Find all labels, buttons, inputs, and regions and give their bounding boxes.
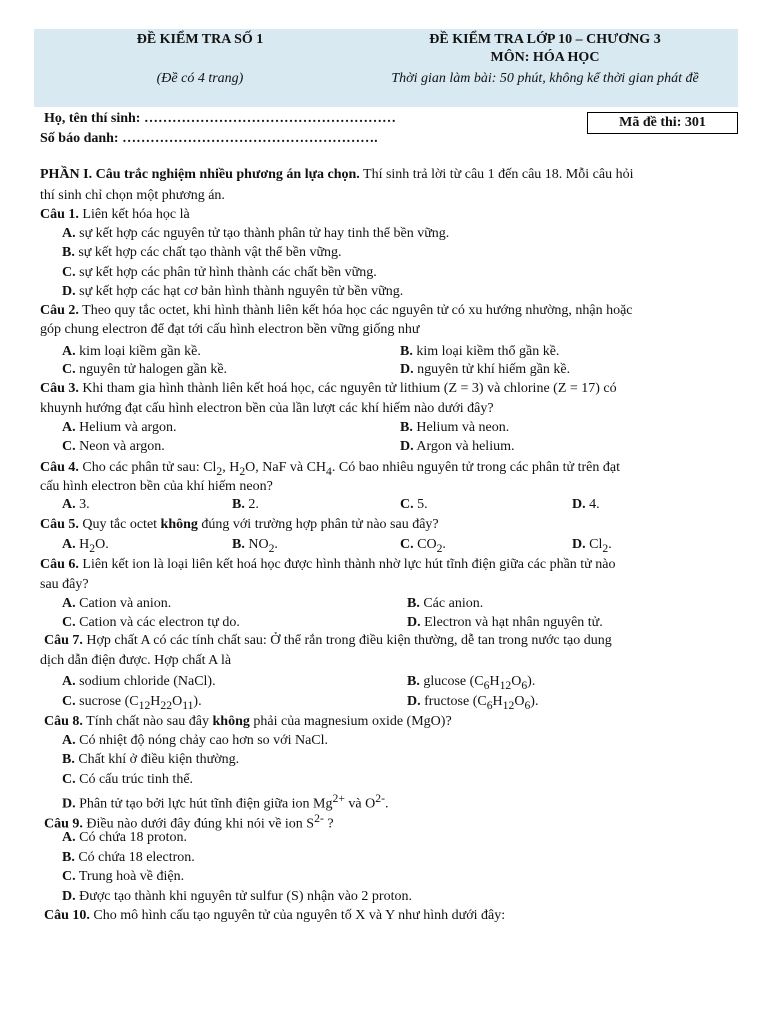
option-text: Có cấu trúc tinh thể. [75,772,194,787]
option-text: kim loại kiềm gần kề. [75,344,201,359]
option-a[interactable] [62,536,109,558]
option-c[interactable] [62,438,165,456]
option-letter: D. [400,439,414,454]
option-c[interactable] [400,536,446,558]
option-letter: B. [62,850,75,865]
option-d[interactable] [572,536,612,558]
option-a[interactable] [62,343,201,361]
option-letter: A. [62,226,76,241]
option-d[interactable] [400,361,570,379]
question-text: Theo quy tắc octet, khi hình thành liên kết hóa học các nguyên tử có xu hướng nhường, nhận hoặc [78,303,633,318]
option-text: Chất khí ở điều kiện thường. [74,752,240,767]
subscript: 2 [602,541,609,555]
question-2 [40,302,633,320]
option-text: ). [530,694,539,709]
subscript: 2 [268,541,275,555]
option-text: NO [244,537,269,552]
option-letter: D. [62,284,76,299]
option-text: sodium chloride (NaCl). [75,674,216,689]
option-text: Có nhiệt độ nóng chảy cao hơn so với NaCl. [75,733,329,748]
option-letter: C. [62,265,76,280]
option-b[interactable] [62,244,342,262]
subscript: 11 [182,698,194,712]
question-6-cont: sau đây? [40,577,89,592]
option-b[interactable] [232,496,259,514]
option-text: Các anion. [419,596,484,611]
question-text: phải của magnesium oxide (MgO)? [249,714,452,729]
option-text: . [608,537,612,552]
option-text: Helium và argon. [75,420,177,435]
option-letter: C. [62,772,76,787]
question-text: đúng với trường hợp phân tử nào sau đây? [197,517,439,532]
option-letter: C. [400,497,414,512]
exam-number-title: ĐỀ KIỂM TRA SỐ 1 [136,32,264,47]
option-a[interactable] [62,595,171,613]
option-text: 4. [585,497,600,512]
subscript: 6 [521,678,528,692]
option-letter: B. [232,537,245,552]
emphasis: không [212,714,250,729]
option-text: ). [193,694,202,709]
superscript: 2- [314,812,324,825]
option-letter: A. [62,830,76,845]
question-text: ? [323,816,334,832]
superscript: 2- [375,792,385,805]
option-a[interactable] [62,829,187,847]
option-letter: C. [62,439,76,454]
option-letter: B. [400,344,413,359]
question-text: Điều nào dưới đây đúng khi nói về ion S [82,816,315,832]
question-label: Câu 5. [40,517,79,532]
question-text: Khi tham gia hình thành liên kết hoá học, các nguyên tử lithium (Z = 3) và chlorine (Z = 17) có [78,381,617,396]
exam-class-title: ĐỀ KIỂM TRA LỚP 10 – CHƯƠNG 3 [429,32,661,47]
option-d[interactable] [62,888,412,906]
option-text: H [492,694,503,709]
subscript: 2 [216,464,223,478]
option-text: Được tạo thành khi nguyên tử sulfur (S) nhận vào 2 proton. [75,889,412,904]
option-text: . [442,537,446,552]
option-text: Cation và các electron tự do. [75,615,240,630]
question-5 [40,516,439,534]
option-letter: A. [62,420,76,435]
question-label: Câu 9. [44,816,83,832]
option-c[interactable] [62,361,227,379]
question-text: , H [222,460,240,475]
option-d[interactable] [572,496,600,514]
option-text: H [150,694,161,709]
option-letter: D. [572,497,586,512]
option-text: nguyên tử halogen gần kề. [75,362,228,377]
question-text: . Có bao nhiêu nguyên tử trong các phân tử trên đạt [331,460,620,475]
option-b[interactable] [62,849,195,867]
option-b[interactable] [232,536,278,558]
option-text: sự kết hợp các hạt cơ bản hình thành nguyên tử bền vững. [75,284,404,299]
option-letter: D. [407,694,421,709]
option-text: Cation và anion. [75,596,172,611]
option-letter: D. [400,362,414,377]
option-letter: A. [62,674,76,689]
option-text: 2. [244,497,259,512]
option-a[interactable] [62,732,328,750]
option-letter: B. [407,674,420,689]
option-text: sự kết hợp các nguyên tử tạo thành phân tử hay tinh thể bền vững. [75,226,450,241]
option-letter: A. [62,537,76,552]
option-letter: C. [400,537,414,552]
subscript: 12 [499,678,512,692]
option-a[interactable] [62,673,216,691]
question-1 [40,206,190,224]
question-label: Câu 6. [40,557,79,572]
part1-heading-line1 [40,166,633,184]
option-letter: B. [62,752,75,767]
option-letter: D. [62,889,76,904]
student-name-field: Họ, tên thí sinh: ……………………………………………… [44,111,396,126]
question-label: Câu 1. [40,207,79,222]
question-text: Liên kết ion là loại liên kết hoá học được hình thành nhờ lực hút tĩnh điện giữa các phần tử nào [78,557,616,572]
question-text: Tính chất nào sau đây [82,714,213,729]
option-letter: B. [62,245,75,260]
option-letter: C. [62,615,76,630]
option-letter: B. [407,596,420,611]
option-text: glucose (C [419,674,484,689]
question-text: Quy tắc octet [78,517,161,532]
question-7 [44,632,612,650]
option-a[interactable] [62,225,449,243]
question-8 [44,713,452,731]
option-letter: D. [572,537,586,552]
question-label: Câu 3. [40,381,79,396]
option-a[interactable] [62,419,176,437]
subscript: 2 [239,464,246,478]
option-letter: C. [62,869,76,884]
option-c[interactable] [400,496,428,514]
option-c[interactable] [62,868,184,886]
option-text: ). [527,674,536,689]
option-letter: A. [62,497,76,512]
option-d[interactable] [407,614,603,632]
question-3 [40,380,617,398]
option-d[interactable] [407,693,538,715]
option-text: Neon và argon. [75,439,165,454]
question-label: Câu 2. [40,303,79,318]
option-text: O. [95,537,109,552]
option-text: sucrose (C [75,694,139,709]
subscript: 2 [89,541,96,555]
option-text: H [489,674,500,689]
option-letter: A. [62,344,76,359]
option-letter: B. [232,497,245,512]
superscript: 2+ [332,792,345,805]
option-text: sự kết hợp các chất tạo thành vật thể bền vững. [74,245,342,260]
option-text: . [274,537,278,552]
option-text: 3. [75,497,90,512]
option-letter: D. [62,796,76,812]
option-text: Helium và neon. [412,420,510,435]
option-letter: A. [62,596,76,611]
subscript: 6 [486,698,493,712]
part1-instructions: Thí sinh trả lời từ câu 1 đến câu 18. Mỗi câu hỏi [359,167,634,182]
option-b[interactable] [62,751,239,769]
time-note: Thời gian làm bài: 50 phút, không kể thời gian phát đề [391,71,699,86]
option-b[interactable] [400,343,559,361]
option-letter: D. [407,615,421,630]
option-letter: B. [400,420,413,435]
subscript: 6 [483,678,490,692]
option-b[interactable] [400,419,509,437]
option-d[interactable] [62,283,403,301]
option-text: Cl [585,537,603,552]
option-text: nguyên tử khí hiếm gần kề. [413,362,571,377]
subscript: 12 [502,698,515,712]
question-label: Câu 8. [44,714,83,729]
option-text: O [172,694,183,709]
option-letter: C. [62,362,76,377]
question-3-cont: khuynh hướng đạt cấu hình electron bền của lần lượt các khí hiếm nào dưới đây? [40,401,494,416]
option-text: fructose (C [420,694,487,709]
option-text: O [514,694,525,709]
subscript: 22 [160,698,173,712]
subject-title: MÔN: HÓA HỌC [490,50,600,65]
question-2-cont: góp chung electron để đạt tới cấu hình electron bền vững giống như [40,322,420,337]
option-text: Trung hoà về điện. [75,869,185,884]
subscript: 12 [138,698,151,712]
option-letter: A. [62,733,76,748]
part1-heading-line2: thí sinh chỉ chọn một phương án. [40,188,225,203]
question-10 [44,907,505,925]
option-text: Argon và helium. [413,439,515,454]
question-6 [40,556,615,574]
page-count-note: (Đề có 4 trang) [156,71,244,86]
question-text: Liên kết hóa học là [78,207,190,222]
question-text: Cho mô hình cấu tạo nguyên tử của nguyên tố X và Y như hình dưới đây: [89,908,506,923]
option-text: H [75,537,90,552]
subscript: 2 [436,541,443,555]
option-text: Có chứa 18 proton. [75,830,188,845]
option-c[interactable] [62,614,240,632]
option-letter: C. [62,694,76,709]
option-text: Electron và hạt nhân nguyên tử. [420,615,603,630]
option-b[interactable] [407,595,483,613]
student-id-field: Số báo danh: ………………………………………………. [40,131,378,146]
option-text: sự kết hợp các phân tử hình thành các chất bền vững. [75,265,377,280]
option-text: và O [344,796,376,812]
option-text: . [384,796,389,812]
option-text: Có chứa 18 electron. [74,850,195,865]
subscript: 4 [326,464,332,478]
option-d[interactable] [400,438,514,456]
option-c[interactable] [62,771,193,789]
option-text: O [511,674,522,689]
option-b[interactable] [407,673,535,695]
question-text: Hợp chất A có các tính chất sau: Ở thể rắn trong điều kiện thường, dễ tan trong nước tạo dung [82,633,612,648]
exam-code-box: Mã đề thi: 301 [587,112,738,134]
part1-title: PHẦN I. Câu trắc nghiệm nhiều phương án lựa chọn. [40,167,360,182]
question-label: Câu 10. [44,908,90,923]
option-c[interactable] [62,264,377,282]
subscript: 6 [524,698,531,712]
option-c[interactable] [62,693,202,715]
option-text: CO [413,537,437,552]
question-label: Câu 4. [40,460,79,475]
option-text: Phân tử tạo bởi lực hút tĩnh điện giữa ion Mg [75,796,333,812]
emphasis: không [160,517,198,532]
option-text: 5. [413,497,428,512]
question-label: Câu 7. [44,633,83,648]
option-text: kim loại kiềm thổ gần kề. [412,344,560,359]
question-text: Cho các phân tử sau: Cl [78,460,217,475]
question-text: O, NaF và CH [245,460,327,475]
question-4-cont: cấu hình electron bền của khí hiếm neon? [40,479,273,494]
option-a[interactable] [62,496,90,514]
question-7-cont: dịch dẫn điện được. Hợp chất A là [40,653,232,668]
